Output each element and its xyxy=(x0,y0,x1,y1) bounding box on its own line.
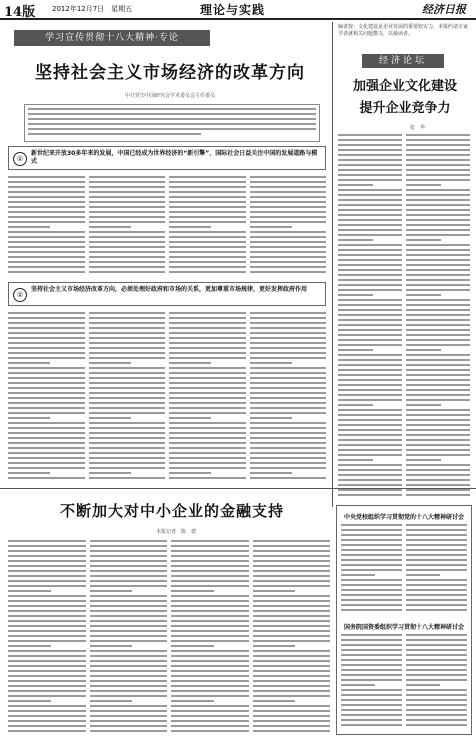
side-headline-line1: 加强企业文化建设 xyxy=(352,79,457,94)
topic-banner: 学习宣传贯彻十八大精神·专论 xyxy=(14,30,210,46)
column-divider xyxy=(332,22,333,507)
column-logo: 经济论坛 xyxy=(362,54,444,68)
issue-date: 2012年12月7日 星期五 xyxy=(52,5,133,13)
text-column xyxy=(341,634,402,729)
text-column xyxy=(406,134,470,499)
editor-note: 编者按：文化建设是企业发展的重要软实力，本报约请专家学者就相关问题撰文，以飨读者。 xyxy=(338,24,469,37)
text-column xyxy=(338,134,402,499)
text-column xyxy=(8,176,85,276)
abstract-box xyxy=(24,104,320,142)
news-text-1 xyxy=(341,524,467,616)
page-header xyxy=(0,0,476,20)
callout-number: ① xyxy=(13,152,27,166)
text-column xyxy=(8,540,86,735)
text-column xyxy=(171,540,249,735)
text-column xyxy=(406,634,467,729)
text-column xyxy=(253,540,331,735)
callout-text: 坚持社会主义市场经济改革方向，必须处理好政府和市场的关系，更加尊重市场规律，更好发挥政府作用 xyxy=(31,286,308,293)
text-column xyxy=(250,312,327,482)
text-column xyxy=(89,312,166,482)
side-body-text xyxy=(338,134,470,500)
callout-1 xyxy=(8,146,326,170)
bottom-author: 本报记者 陈 建 xyxy=(156,529,197,535)
text-column xyxy=(406,524,467,614)
section-title: 理论与实践 xyxy=(200,3,266,17)
text-column xyxy=(8,312,85,482)
callout-2 xyxy=(8,282,326,306)
paper-name: 经济日报 xyxy=(422,3,466,16)
bottom-body-text xyxy=(8,540,330,735)
text-column xyxy=(250,176,327,276)
callout-text: 新世纪来开放30多年来的发展，中国已经成为世界经济的“新引擎”，国际社会日益关注中国的发展道路与模式 xyxy=(31,150,318,165)
callout-number: ② xyxy=(13,288,27,302)
main-headline: 坚持社会主义市场经济的改革方向 xyxy=(35,63,305,83)
side-author: 张 华 xyxy=(410,125,426,131)
side-headline xyxy=(342,76,468,120)
text-column xyxy=(90,540,168,735)
text-column xyxy=(341,524,402,614)
news-headline-1: 中央党校组织学习贯彻党的十八大精神研讨会 xyxy=(343,514,464,521)
text-column xyxy=(169,176,246,276)
main-body-text-1 xyxy=(8,176,326,276)
news-headline-2: 国务院国资委组织学习贯彻十八大精神研讨会 xyxy=(343,624,464,631)
news-text-2 xyxy=(341,634,467,732)
text-column xyxy=(89,176,166,276)
text-column xyxy=(169,312,246,482)
news-box xyxy=(336,505,472,735)
side-headline-line2: 提升企业竞争力 xyxy=(359,101,451,116)
page-number: 14版 xyxy=(4,5,36,20)
main-byline: 中共党史中国研究会学术委员会主任委员 xyxy=(124,93,215,99)
bottom-headline: 不断加大对中小企业的金融支持 xyxy=(59,502,284,520)
main-body-text-2 xyxy=(8,312,326,482)
